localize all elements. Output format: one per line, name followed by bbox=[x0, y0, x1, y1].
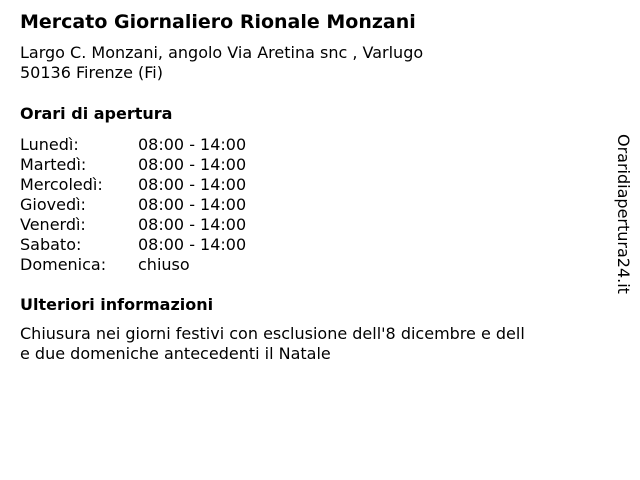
address-city: 50136 Firenze (Fi) bbox=[20, 63, 163, 82]
watermark-text: Oraridiapertura24.it bbox=[614, 134, 633, 294]
hours-row-sunday bbox=[20, 255, 246, 275]
additional-info-line: e due domeniche antecedenti il Natale bbox=[20, 344, 331, 363]
day-hours: 08:00 - 14:00 bbox=[138, 135, 247, 154]
day-label: Lunedì: bbox=[20, 135, 79, 154]
hours-row-monday bbox=[20, 135, 246, 155]
day-label: Giovedì: bbox=[20, 195, 86, 214]
additional-info-line: Chiusura nei giorni festivi con esclusione dell'8 dicembre e dell bbox=[20, 324, 525, 343]
store-name: Mercato Giornaliero Rionale Monzani bbox=[20, 11, 416, 33]
day-hours: 08:00 - 14:00 bbox=[138, 155, 247, 174]
day-label: Venerdì: bbox=[20, 215, 86, 234]
day-label: Mercoledì: bbox=[20, 175, 103, 194]
additional-info-heading: Ulteriori informazioni bbox=[20, 295, 214, 314]
day-label: Domenica: bbox=[20, 255, 107, 274]
hours-row-saturday bbox=[20, 235, 246, 255]
hours-row-tuesday bbox=[20, 155, 246, 175]
address-street: Largo C. Monzani, angolo Via Aretina snc , Varlugo bbox=[20, 43, 424, 62]
day-hours: 08:00 - 14:00 bbox=[138, 195, 247, 214]
opening-hours-table bbox=[20, 135, 246, 275]
store-info-card bbox=[20, 10, 590, 364]
hours-row-wednesday bbox=[20, 175, 246, 195]
additional-info-text bbox=[20, 324, 590, 364]
day-hours: 08:00 - 14:00 bbox=[138, 175, 247, 194]
site-watermark bbox=[613, 134, 633, 312]
day-label: Martedì: bbox=[20, 155, 87, 174]
hours-row-friday bbox=[20, 215, 246, 235]
day-label: Sabato: bbox=[20, 235, 82, 254]
store-address bbox=[20, 43, 590, 83]
hours-row-thursday bbox=[20, 195, 246, 215]
day-hours: 08:00 - 14:00 bbox=[138, 215, 247, 234]
opening-hours-heading: Orari di apertura bbox=[20, 104, 173, 123]
day-hours: 08:00 - 14:00 bbox=[138, 235, 247, 254]
day-hours: chiuso bbox=[138, 255, 190, 274]
